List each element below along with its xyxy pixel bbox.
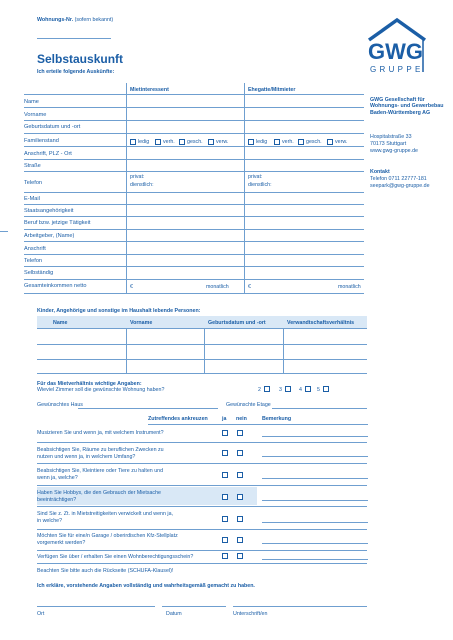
contact-email-link[interactable]: seepark@gwg-gruppe.de bbox=[370, 182, 430, 189]
row-line bbox=[24, 159, 364, 160]
question-line: Beabsichtigen Sie, Räume zu beruflichen Zwecken zu bbox=[37, 447, 164, 453]
q-garage-no-checkbox[interactable] bbox=[237, 537, 243, 543]
row-label-anschrift: Anschrift, PLZ - Ort bbox=[24, 151, 72, 157]
spouse-marital-gesch-checkbox[interactable] bbox=[298, 139, 304, 145]
logo-sub: GRUPPE bbox=[370, 65, 424, 74]
gwg-logo bbox=[366, 14, 428, 86]
question-line: in welche? bbox=[37, 518, 63, 524]
page-title: Selbstauskunft bbox=[37, 52, 124, 66]
wohnungs-nr-field[interactable] bbox=[37, 38, 111, 39]
question-text bbox=[37, 468, 163, 482]
place-field[interactable] bbox=[37, 606, 155, 607]
row-line bbox=[24, 120, 364, 121]
marital-verh-checkbox[interactable] bbox=[155, 139, 161, 145]
col-spouse-header: Ehegatte/Mitmieter bbox=[248, 87, 296, 93]
marital-gesch-checkbox[interactable] bbox=[179, 139, 185, 145]
desired-floor-label: Gewünschte Etage bbox=[226, 402, 271, 408]
spouse-marital-verw-checkbox[interactable] bbox=[327, 139, 333, 145]
q-wbs-no-checkbox[interactable] bbox=[237, 553, 243, 559]
room-3-checkbox[interactable] bbox=[285, 386, 291, 392]
row-label-email: E-Mail bbox=[24, 196, 40, 202]
place-label: Ort bbox=[37, 611, 45, 617]
row-line bbox=[24, 171, 364, 172]
company-address bbox=[370, 134, 418, 154]
row-line bbox=[24, 279, 364, 280]
table-line bbox=[37, 359, 367, 360]
currency-symbol: € bbox=[130, 284, 133, 290]
row-label-selbstaendig: Selbständig bbox=[24, 270, 54, 276]
marital-verw-checkbox[interactable] bbox=[208, 139, 214, 145]
applicable-header: Zutreffendes ankreuzen bbox=[148, 416, 208, 422]
row-line bbox=[37, 550, 367, 551]
spouse-currency-symbol: € bbox=[248, 284, 251, 290]
question-text: Verfügen Sie über / erhalten Sie einen Wohnberechtigungsschein? bbox=[37, 554, 194, 560]
household-title: Kinder, Angehörige und sonstige im Haushalt lebende Personen: bbox=[37, 308, 201, 314]
desired-house-label: Gewünschtes Haus bbox=[37, 402, 83, 408]
col-applicant-header: Mietinteressent bbox=[130, 87, 169, 93]
yes-header: ja bbox=[222, 416, 227, 422]
spouse-monthly-label: monatlich bbox=[338, 284, 361, 290]
question-line: Möchten Sie für eine/n Garage / oberirdischen Kfz-Stellplatz bbox=[37, 533, 178, 539]
row-line bbox=[24, 204, 364, 205]
q-business-yes-checkbox[interactable] bbox=[222, 450, 228, 456]
contact-phone: Telefon 0711 22777-181 bbox=[370, 175, 427, 182]
row-label-anschrift-arbeitgeber: Anschrift bbox=[24, 246, 46, 252]
table-line bbox=[37, 328, 367, 329]
row-line bbox=[24, 107, 364, 108]
address-line: 70173 Stuttgart bbox=[370, 140, 407, 147]
row-line bbox=[37, 506, 367, 507]
q-music-no-checkbox[interactable] bbox=[237, 430, 243, 436]
q-disputes-no-checkbox[interactable] bbox=[237, 516, 243, 522]
row-line bbox=[148, 424, 368, 425]
question-text: Musizieren Sie und wenn ja, mit welchem Instrument? bbox=[37, 430, 164, 436]
spouse-marital-ledig-checkbox[interactable] bbox=[248, 139, 254, 145]
phone-private-label: privat: bbox=[130, 174, 145, 180]
no-header: nein bbox=[236, 416, 247, 422]
fold-mark bbox=[0, 231, 8, 232]
declaration: Ich erkläre, vorstehende Angaben vollständig und wahrheitsgemäß gemacht zu haben. bbox=[37, 583, 255, 589]
row-line bbox=[37, 442, 367, 443]
contact-title: Kontakt bbox=[370, 169, 390, 175]
row-line bbox=[37, 563, 367, 564]
row-line bbox=[24, 94, 364, 95]
row-line bbox=[37, 485, 367, 486]
room-4-checkbox[interactable] bbox=[305, 386, 311, 392]
marital-label: verw. bbox=[216, 139, 229, 145]
row-label-telefon: Telefon bbox=[24, 180, 43, 186]
company-name bbox=[370, 97, 443, 116]
marital-label: gesch. bbox=[187, 139, 203, 145]
desired-floor-field[interactable] bbox=[272, 408, 367, 409]
table-col-line bbox=[204, 328, 205, 373]
household-col-vorname: Vorname bbox=[130, 320, 153, 326]
q-wbs-yes-checkbox[interactable] bbox=[222, 553, 228, 559]
page-subtitle: Ich erteile folgende Auskünfte: bbox=[37, 69, 115, 75]
phone-work-label: dienstlich: bbox=[130, 182, 154, 188]
marital-label: verh. bbox=[282, 139, 294, 145]
row-line bbox=[24, 229, 364, 230]
row-line bbox=[24, 254, 364, 255]
question-text bbox=[37, 511, 173, 525]
company-name-line: Baden-Württemberg AG bbox=[370, 109, 431, 116]
marital-label: gesch. bbox=[306, 139, 322, 145]
schufa-note: Beachten Sie bitte auch die Rückseite (SCHUFA-Klausel)! bbox=[37, 568, 174, 574]
remark-header: Bemerkung bbox=[262, 416, 292, 422]
table-line bbox=[37, 344, 367, 345]
room-option-label: 3 bbox=[279, 387, 282, 393]
q-pets-remark-field[interactable] bbox=[262, 478, 368, 479]
question-line: Sind Sie z. Zt. in Mietstreitigkeiten verwickelt und wenn ja, bbox=[37, 511, 174, 517]
row-line bbox=[24, 146, 364, 147]
room-option-label: 2 bbox=[258, 387, 261, 393]
row-label-familienstand: Familienstand bbox=[24, 138, 59, 144]
table-line bbox=[37, 373, 367, 374]
q-garage-yes-checkbox[interactable] bbox=[222, 537, 228, 543]
household-col-name: Name bbox=[53, 320, 68, 326]
company-contact bbox=[370, 169, 430, 189]
row-line bbox=[24, 192, 364, 193]
table-col-line bbox=[126, 328, 127, 373]
marital-label: verw. bbox=[335, 139, 348, 145]
date-label: Datum bbox=[166, 611, 182, 617]
spouse-phone-work-label: dienstlich: bbox=[248, 182, 272, 188]
rooms-question: Wieviel Zimmer soll die gewünschte Wohnung haben? bbox=[37, 387, 165, 393]
question-line: nutzen und wenn ja, in welchem Umfang? bbox=[37, 454, 136, 460]
marital-label: verh. bbox=[163, 139, 175, 145]
q-hobbies-remark-field[interactable] bbox=[262, 500, 368, 501]
column-divider bbox=[244, 83, 245, 293]
household-col-geburt: Geburtsdatum und -ort bbox=[208, 320, 266, 326]
marital-label: ledig bbox=[256, 139, 268, 145]
q-business-remark-field[interactable] bbox=[262, 456, 368, 457]
row-line bbox=[24, 266, 364, 267]
question-text bbox=[37, 447, 164, 461]
q-music-yes-checkbox[interactable] bbox=[222, 430, 228, 436]
spouse-phone-private-label: privat: bbox=[248, 174, 263, 180]
company-name-line: Wohnungs- und Gewerbebau bbox=[370, 103, 444, 110]
address-line: Hospitalstraße 33 bbox=[370, 134, 412, 140]
row-label-name: Name bbox=[24, 99, 39, 105]
room-option-label: 4 bbox=[299, 387, 302, 393]
marital-ledig-checkbox[interactable] bbox=[130, 139, 136, 145]
question-line: beeinträchtigen? bbox=[37, 497, 77, 503]
spouse-marital-verh-checkbox[interactable] bbox=[274, 139, 280, 145]
question-line: vorgemerkt werden? bbox=[37, 540, 86, 546]
q-music-remark-field[interactable] bbox=[262, 436, 368, 437]
row-line bbox=[37, 529, 367, 530]
row-label-geburtsdatum: Geburtsdatum und -ort bbox=[24, 124, 81, 130]
room-5-checkbox[interactable] bbox=[323, 386, 329, 392]
signature-label: Unterschrift/en bbox=[233, 611, 268, 617]
room-2-checkbox[interactable] bbox=[264, 386, 270, 392]
logo-name: GWG bbox=[368, 39, 423, 64]
row-label-telefon-arbeitgeber: Telefon bbox=[24, 258, 43, 264]
row-label-vorname: Vorname bbox=[24, 112, 47, 118]
q-hobbies-no-checkbox[interactable] bbox=[237, 494, 243, 500]
q-business-no-checkbox[interactable] bbox=[237, 450, 243, 456]
question-text bbox=[37, 490, 161, 504]
row-label-arbeitgeber: Arbeitgeber, (Name) bbox=[24, 233, 75, 239]
company-name-line: GWG Gesellschaft für bbox=[370, 97, 425, 103]
table-col-line bbox=[283, 328, 284, 373]
row-line bbox=[24, 293, 364, 294]
wohnungs-nr-note: (sofern bekannt) bbox=[74, 17, 114, 23]
q-garage-remark-field[interactable] bbox=[262, 543, 368, 544]
question-line: Haben Sie Hobbys, die den Gebrauch der Mietsache bbox=[37, 490, 161, 496]
signature-field[interactable] bbox=[233, 606, 367, 607]
row-line bbox=[24, 133, 364, 134]
desired-house-field[interactable] bbox=[78, 408, 218, 409]
q-pets-no-checkbox[interactable] bbox=[237, 472, 243, 478]
rental-title: Für das Mietverhältnis wichtige Angaben: bbox=[37, 381, 142, 387]
q-hobbies-yes-checkbox[interactable] bbox=[222, 494, 228, 500]
address-link[interactable]: www.gwg-gruppe.de bbox=[370, 147, 418, 154]
date-field[interactable] bbox=[162, 606, 226, 607]
wohnungs-nr-text: Wohnungs-Nr. bbox=[37, 17, 74, 23]
marital-label: ledig bbox=[138, 139, 150, 145]
q-disputes-yes-checkbox[interactable] bbox=[222, 516, 228, 522]
row-label-beruf: Beruf bzw. jetzige Tätigkeit bbox=[24, 220, 91, 226]
q-pets-yes-checkbox[interactable] bbox=[222, 472, 228, 478]
q-disputes-remark-field[interactable] bbox=[262, 522, 368, 523]
row-label-strasse: Straße bbox=[24, 163, 41, 169]
q-wbs-remark-field[interactable] bbox=[262, 559, 368, 560]
column-divider bbox=[126, 83, 127, 293]
monthly-label: monatlich bbox=[206, 284, 229, 290]
room-option-label: 5 bbox=[317, 387, 320, 393]
row-line bbox=[24, 241, 364, 242]
household-col-verwandtschaft: Verwandtschaftsverhältnis bbox=[287, 320, 355, 326]
wohnungs-nr-label bbox=[37, 17, 113, 23]
question-line: wenn ja, welche? bbox=[37, 475, 78, 481]
question-line: Beabsichtigen Sie, Kleintiere oder Tiere zu halten und bbox=[37, 468, 164, 474]
row-label-einkommen: Gesamteinkommen netto bbox=[24, 283, 87, 289]
question-text bbox=[37, 533, 178, 547]
row-line bbox=[24, 216, 364, 217]
row-line bbox=[37, 463, 367, 464]
row-label-staatsangehoerigkeit: Staatsangehörigkeit bbox=[24, 208, 74, 214]
